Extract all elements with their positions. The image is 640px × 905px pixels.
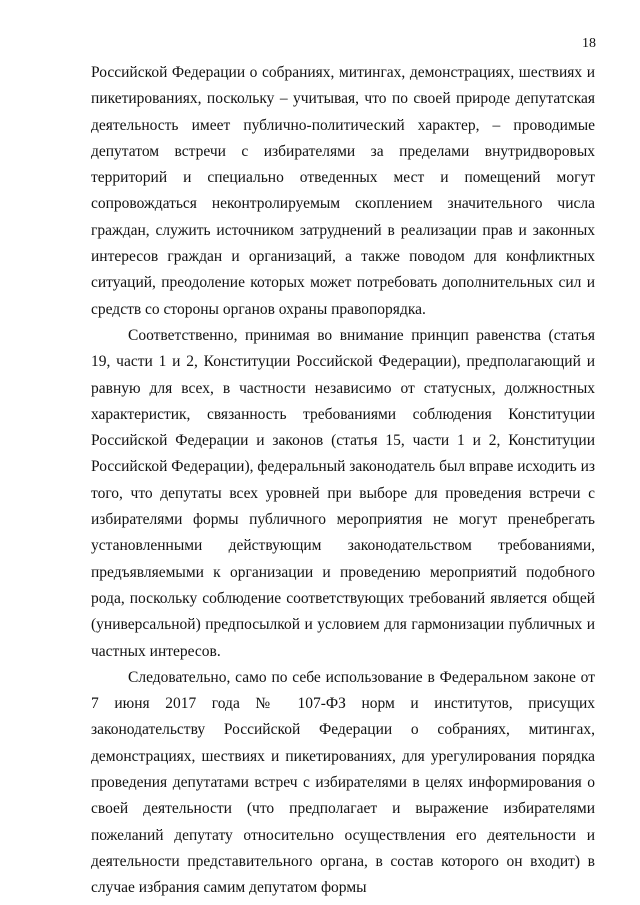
paragraph-consequently: Следовательно, само по себе использование в Федеральном законе от 7 июня 2017 года № 107-ФЗ норм и институтов, присущих законодательству Российской Федерации о собраниях, митингах, демонстрациях, шествиях и пикетированиях, для урегулирования порядка проведения депутатами встреч с избирателями в целях информирования о своей деятельности (что предполагает и выражение избирателями пожеланий депутату относительно осуществления его деятельности и деятельности представительного органа, в состав которого он входит) в случае избрания самим депутатом формы [91,668,595,897]
document-body [91,60,595,902]
paragraph-equality-principle: Соответственно, принимая во внимание принцип равенства (статья 19, части 1 и 2, Конституции Российской Федерации), предполагающий и равную для всех, в частности независимо от статусных, должностных характеристик, связанность требованиями соблюдения Конституции Российской Федерации и законов (статья 15, части 1 и 2, Конституции Российской Федерации), федеральный законодатель был вправе исходить из того, что депутаты всех уровней при выборе для проведения встречи с избирателями формы публичного мероприятия не могут пренебрегать установленными действующим законодательством требованиями, предъявляемыми к организации и проведению мероприятий подобного рода, поскольку соблюдение соответствующих требований является общей (универсальной) предпосылкой и условием для гармонизации публичных и частных интересов. [91,326,595,660]
page-number: 18 [582,36,596,51]
paragraph-continuation: Российской Федерации о собраниях, митингах, демонстрациях, шествиях и пикетированиях, поскольку – учитывая, что по своей природе депутатская деятельность имеет публично-политический характер, – проводимые депутатом встречи с избирателями за пределами внутридворовых территорий и специально отведенных мест и помещений могут сопровождаться неконтролируемым скоплением значительного числа граждан, служить источником затруднений в реализации прав и законных интересов граждан и организаций, а также поводом для конфликтных ситуаций, преодоление которых может потребовать дополнительных сил и средств со стороны органов охраны правопорядка. [91,64,595,318]
